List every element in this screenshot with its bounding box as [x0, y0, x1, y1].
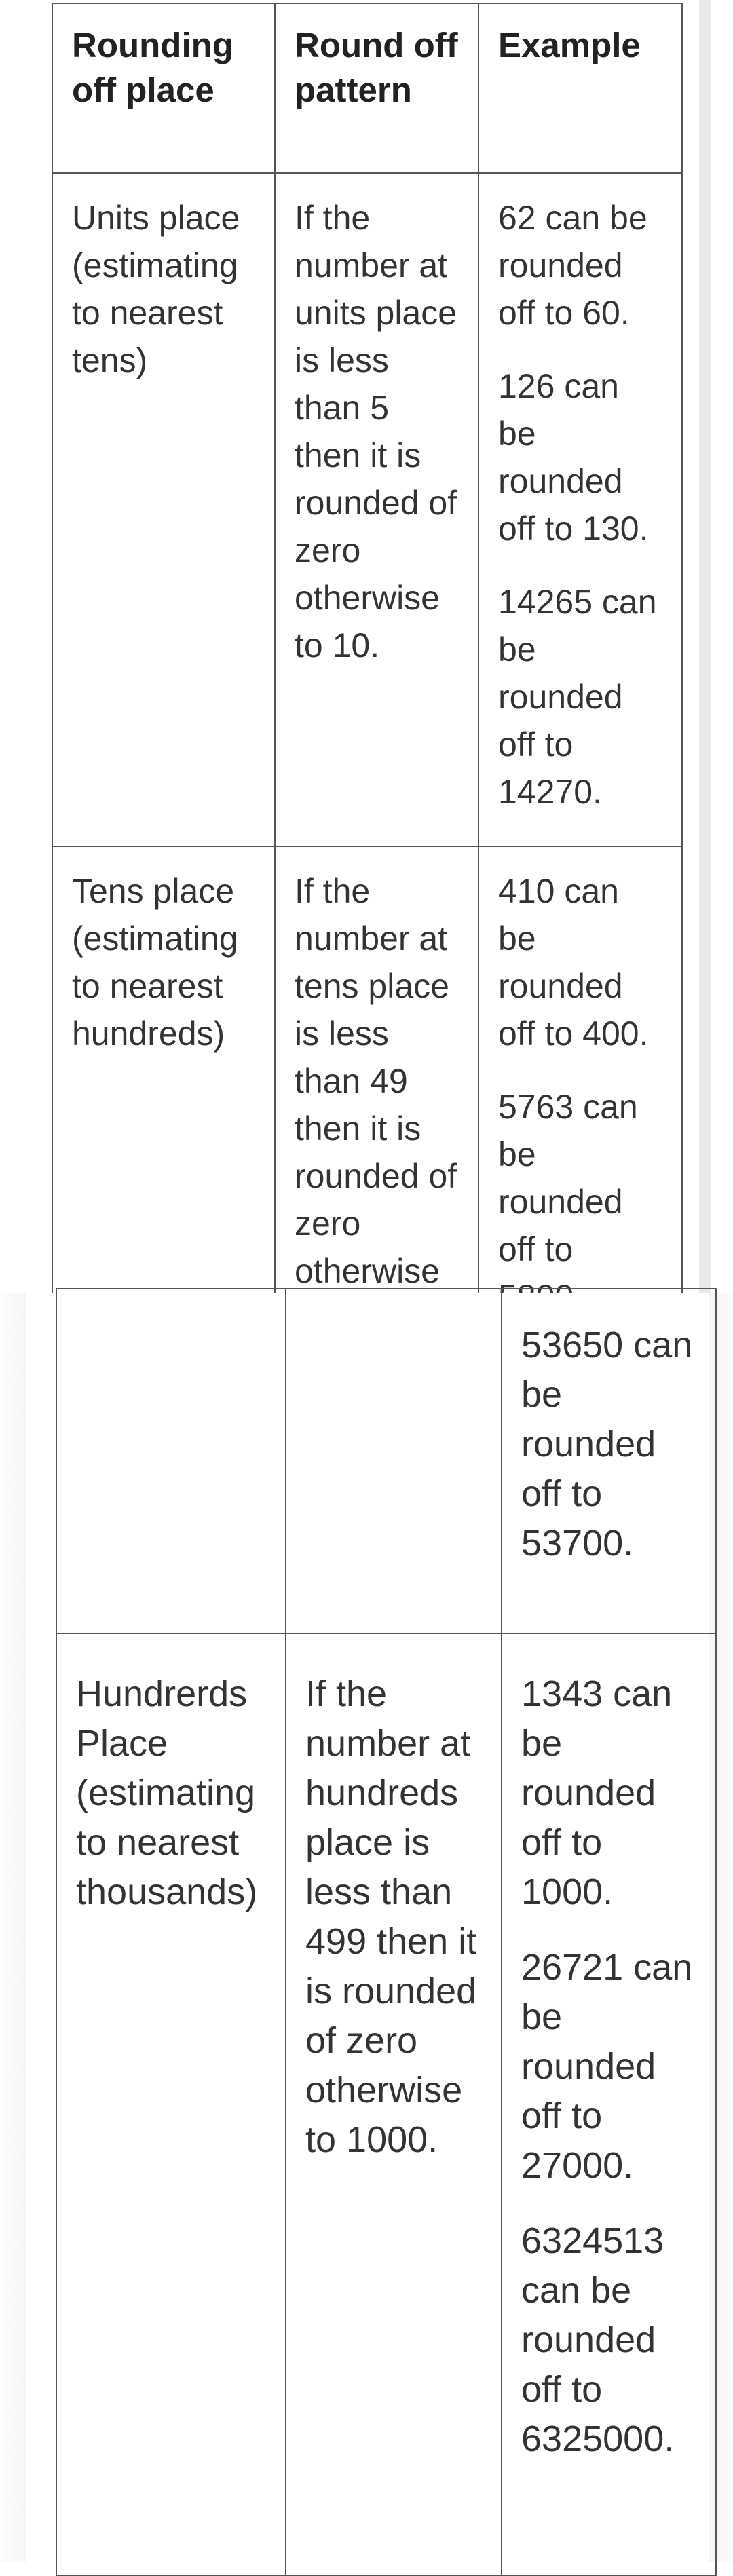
screenshot-bottom [0, 1293, 733, 2562]
cell-pattern: If the number at tens place is less than 49 then it is rounded of zero otherwise [275, 846, 478, 1343]
example-text: 410 can be rounded off to 400. [498, 872, 649, 1053]
table-row [56, 1633, 716, 2575]
example-text: 26721 can be rounded off to 27000. [521, 1947, 693, 2186]
cell-examples [502, 1633, 716, 2575]
example-text: 5763 can be rounded off to [498, 1088, 638, 1268]
example-text: 62 can be rounded off to 60. [498, 199, 647, 332]
cell-examples [478, 173, 682, 846]
cell-pattern: If the number at units place is less than 5 then it is rounded of zero otherwise to 10. [275, 173, 478, 846]
cell-place: Tens place (estimating to nearest hundreds) [52, 846, 275, 1343]
cell-pattern: If the number at hundreds place is less than 499 then it is rounded of zero otherwise to 1000. [286, 1633, 502, 2575]
rounding-table [52, 3, 683, 1344]
cell-examples [502, 1289, 716, 1633]
header-example: Example [478, 3, 682, 173]
example-text: 6324513 can be rounded off to 6325000. [521, 2220, 675, 2459]
scroll-edge [699, 0, 711, 1293]
table-row [56, 1289, 716, 1633]
table-header-row [52, 3, 682, 173]
example-text: 14265 can be rounded off to 14270. [498, 583, 657, 811]
cell-place: Units place (estimating to nearest tens) [52, 173, 275, 846]
example-text: 1343 can be rounded off to 1000. [521, 1673, 673, 1912]
cell-pattern-empty [286, 1289, 502, 1633]
header-round-off-pattern: Round off pattern [275, 3, 478, 173]
cell-place: Hundrerds Place (estimating to nearest thousands) [56, 1633, 286, 2575]
table-row [52, 846, 682, 1343]
example-text: 53650 can be rounded off to 53700. [521, 1325, 693, 1564]
example-text: 126 can be rounded off to 130. [498, 367, 649, 548]
cell-examples [478, 846, 682, 1343]
rounding-table-continued [56, 1288, 717, 2576]
header-rounding-place: Rounding off place [52, 3, 275, 173]
cell-place-empty [56, 1289, 286, 1633]
table-row [52, 173, 682, 846]
left-edge [0, 1293, 26, 2562]
